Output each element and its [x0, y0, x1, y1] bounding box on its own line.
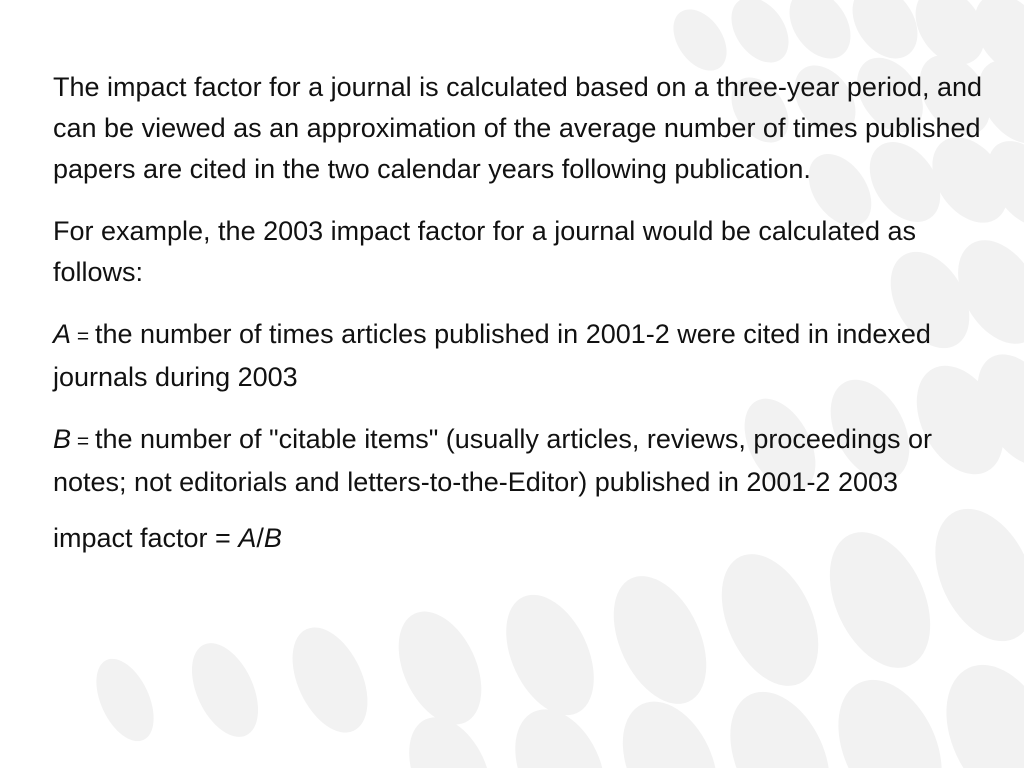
slide-body [53, 67, 983, 580]
variable-a: A [53, 319, 72, 349]
definition-b-text: the number of "citable items" (usually articles, reviews, proceedings or notes; not editorials and letters-to-the-Editor) published in 2001-2 2003 [53, 424, 932, 497]
equals-sign-b: = [71, 430, 95, 453]
formula-numerator: A [238, 523, 257, 553]
paragraph-definition: The impact factor for a journal is calculated based on a three-year period, and can be viewed as an approximation of the average number of times published papers are cited in the two calendar years following publication. [53, 72, 983, 184]
formula-denominator: B [263, 523, 282, 553]
formula-label: impact factor = [53, 523, 239, 553]
formula-slash: / [256, 523, 264, 553]
definition-b [53, 419, 983, 503]
formula [53, 518, 983, 559]
definition-a-text: the number of times articles published in 2001-2 were cited in indexed journals during 2003 [53, 319, 931, 392]
equals-sign-a: = [71, 325, 95, 348]
variable-b: B [53, 424, 72, 454]
definition-a [53, 314, 983, 398]
paragraph-example: For example, the 2003 impact factor for a journal would be calculated as follows: [53, 216, 916, 287]
